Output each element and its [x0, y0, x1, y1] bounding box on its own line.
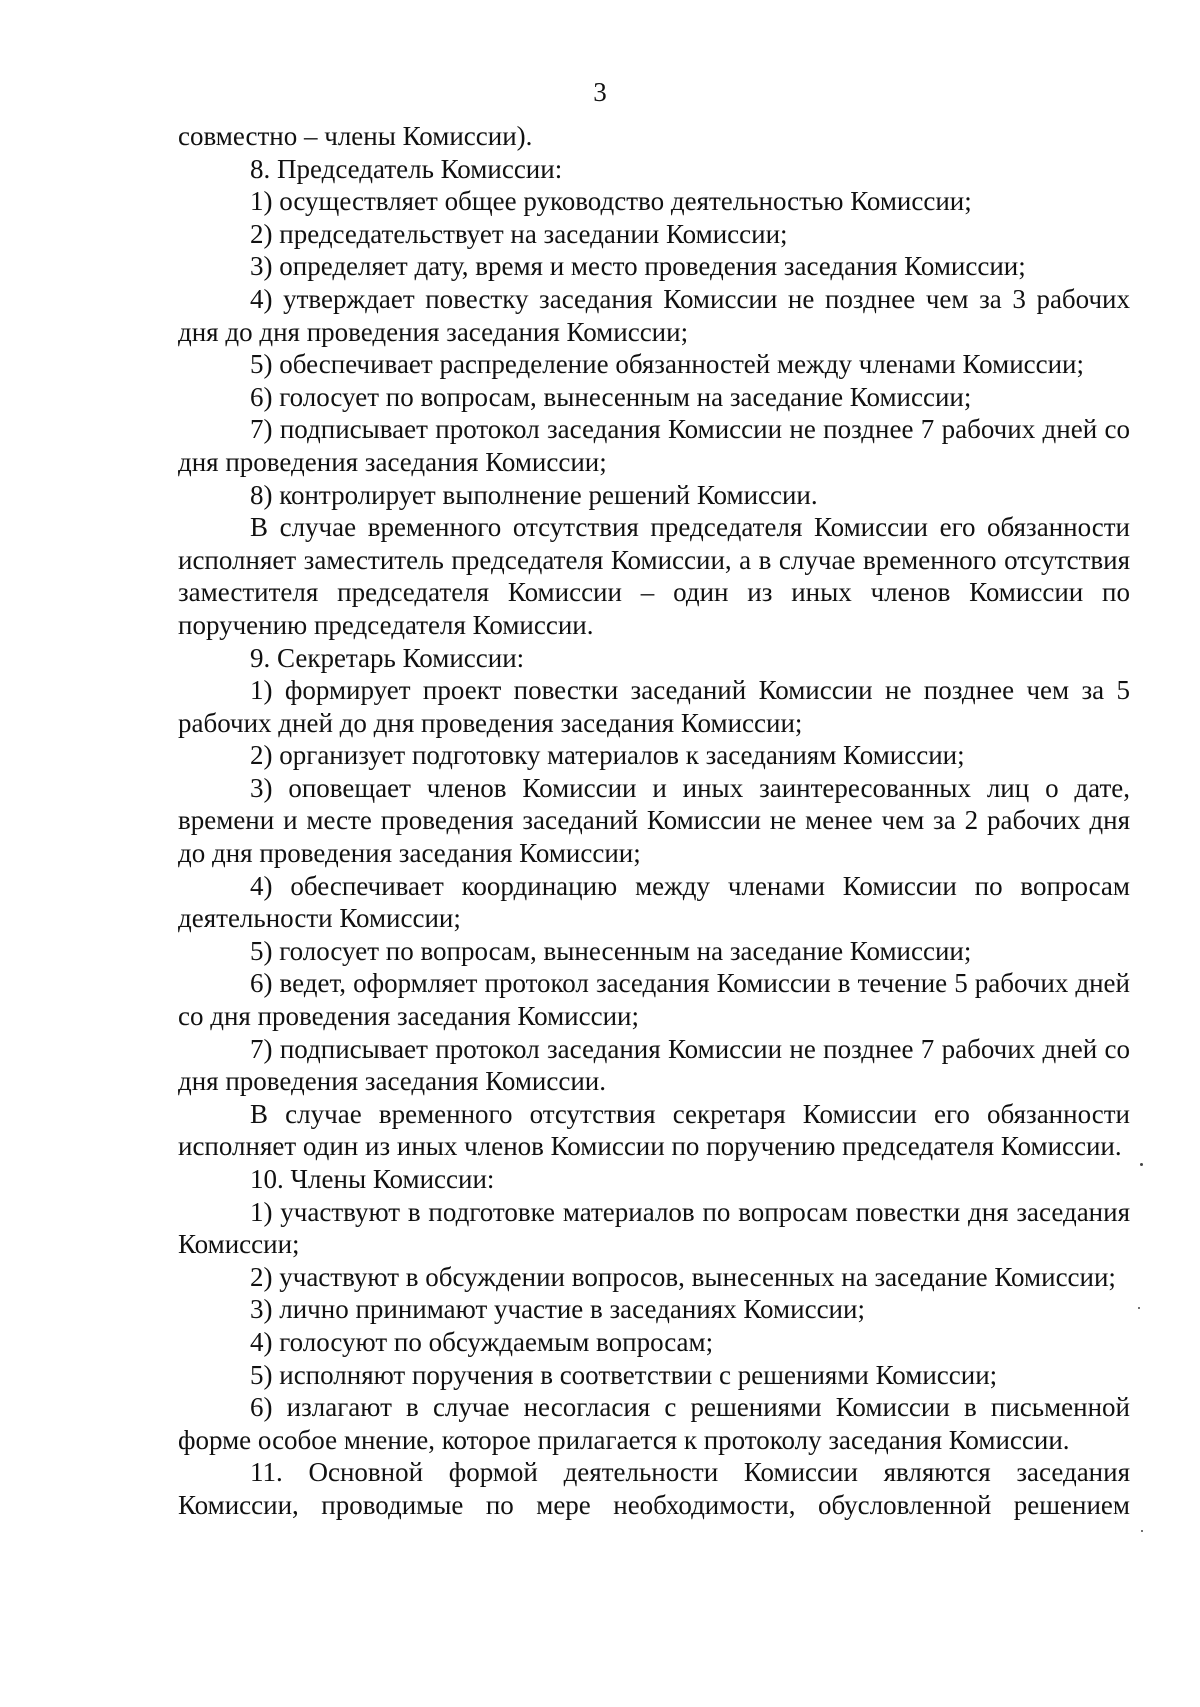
- list-item: 4) обеспечивает координацию между членами Комиссии по вопросам деятельности Комиссии;: [178, 870, 1130, 934]
- list-item: 4) утверждает повестку заседания Комиссии не позднее чем за 3 рабочих дня до дня проведения заседания Комиссии;: [178, 283, 1130, 347]
- paragraph: В случае временного отсутствия секретаря Комиссии его обязанности исполняет один из иных членов Комиссии по поручению председателя Комиссии.: [178, 1098, 1130, 1162]
- list-item: 4) голосуют по обсуждаемым вопросам;: [250, 1326, 714, 1357]
- list-item: 6) ведет, оформляет протокол заседания Комиссии в течение 5 рабочих дней со дня проведения заседания Комиссии;: [178, 968, 1130, 1032]
- list-item: 8) контролирует выполнение решений Комиссии.: [250, 479, 818, 510]
- list-item: 5) исполняют поручения в соответствии с решениями Комиссии;: [250, 1359, 998, 1390]
- paragraph: 11. Основной формой деятельности Комиссии являются заседания Комиссии, проводимые по мере необходимости, обусловленной решением: [178, 1457, 1130, 1520]
- paragraph: совместно – члены Комиссии).: [178, 121, 533, 151]
- scan-speck: [1140, 1163, 1143, 1166]
- page-number: 3: [593, 77, 607, 107]
- list-item: 6) голосует по вопросам, вынесенным на заседание Комиссии;: [250, 381, 972, 412]
- list-item: 6) излагают в случае несогласия с решениями Комиссии в письменной форме особое мнение, которое прилагается к протоколу заседания Комиссии.: [178, 1392, 1130, 1455]
- list-item: 1) осуществляет общее руководство деятельностью Комиссии;: [250, 186, 972, 217]
- section-heading: 10. Члены Комиссии:: [250, 1164, 495, 1194]
- list-item: 3) лично принимают участие в заседаниях Комиссии;: [250, 1294, 865, 1325]
- list-item: 7) подписывает протокол заседания Комиссии не позднее 7 рабочих дней со дня проведения заседания Комиссии.: [178, 1033, 1130, 1097]
- scan-speck: [1138, 1307, 1140, 1309]
- paragraph: В случае временного отсутствия председателя Комиссии его обязанности исполняет заместитель председателя Комиссии, а в случае временного отсутствия заместителя председателя Комиссии – один из иных членов Комиссии по поручению председателя Комиссии.: [178, 512, 1130, 640]
- list-item: 2) организует подготовку материалов к заседаниям Комиссии;: [250, 740, 965, 771]
- document-body: [178, 120, 1130, 1522]
- list-item: 1) формирует проект повестки заседаний Комиссии не позднее чем за 5 рабочих дней до дня проведения заседания Комиссии;: [178, 675, 1130, 738]
- list-item: 3) определяет дату, время и место проведения заседания Комиссии;: [250, 251, 1026, 282]
- list-item: 7) подписывает протокол заседания Комиссии не позднее 7 рабочих дней со дня проведения заседания Комиссии;: [178, 414, 1130, 477]
- list-item: 2) участвуют в обсуждении вопросов, вынесенных на заседание Комиссии;: [250, 1261, 1116, 1292]
- section-heading: 9. Секретарь Комиссии:: [250, 642, 525, 673]
- list-item: 1) участвуют в подготовке материалов по вопросам повестки дня заседания Комиссии;: [178, 1196, 1130, 1260]
- list-item: 2) председательствует на заседании Комиссии;: [250, 218, 788, 249]
- list-item: 5) голосует по вопросам, вынесенным на заседание Комиссии;: [250, 935, 972, 966]
- section-heading: 8. Председатель Комиссии:: [250, 153, 563, 184]
- scan-speck: [1141, 1530, 1143, 1532]
- list-item: 3) оповещает членов Комиссии и иных заинтересованных лиц о дате, времени и месте проведения заседаний Комиссии не менее чем за 2 рабочих дня до дня проведения заседания Комиссии;: [178, 772, 1130, 869]
- list-item: 5) обеспечивает распределение обязанностей между членами Комиссии;: [250, 349, 1085, 380]
